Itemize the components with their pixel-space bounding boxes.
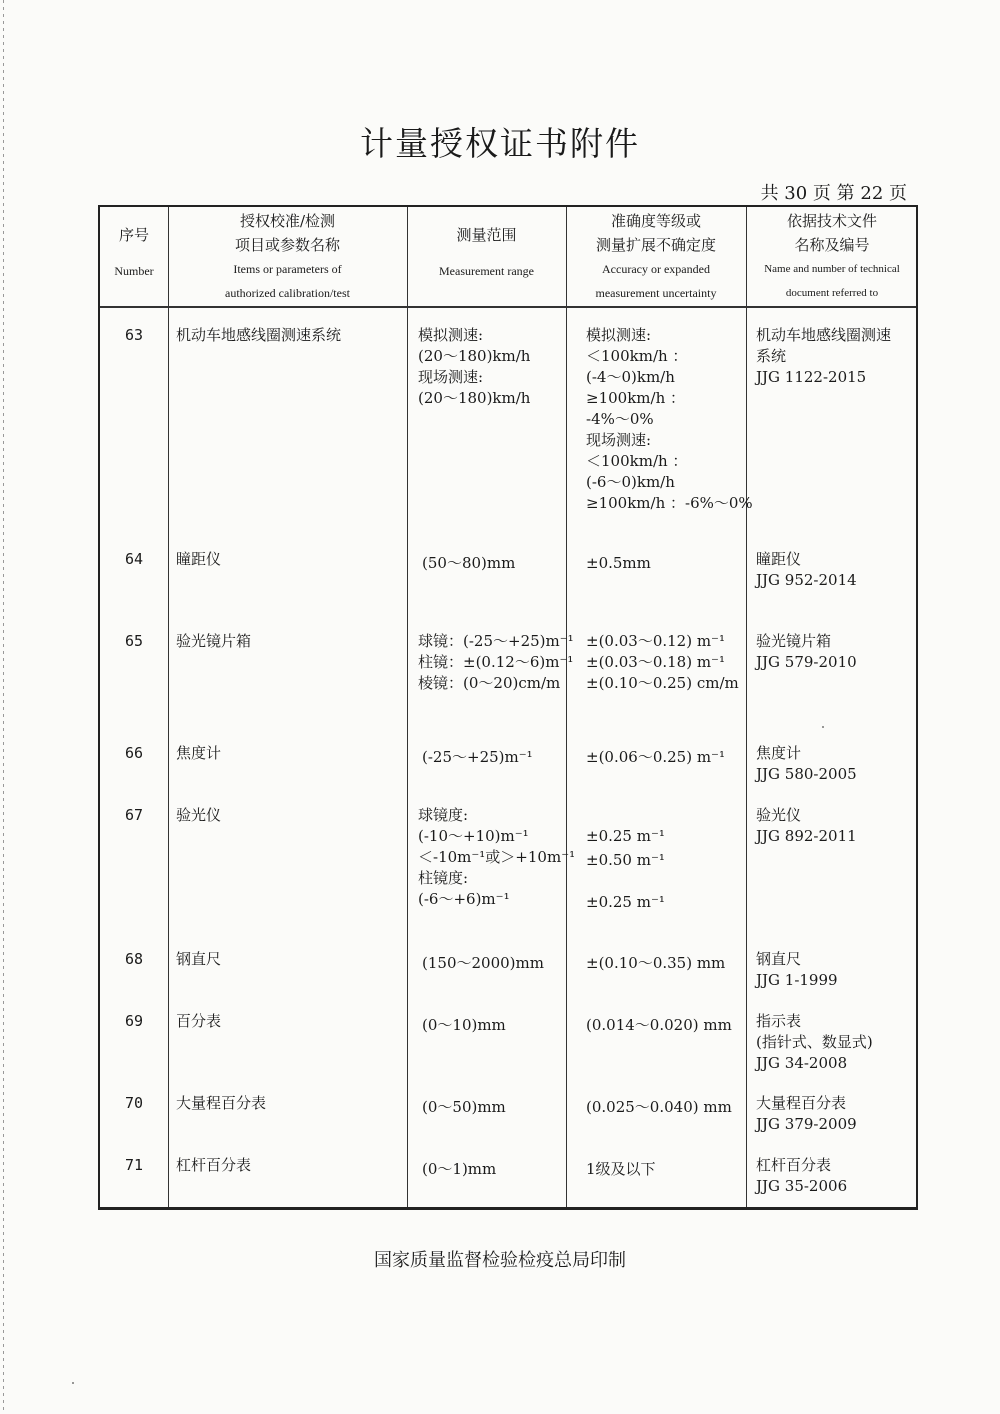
header-accuracy <box>566 207 746 306</box>
header-divider <box>100 306 916 308</box>
row-item-name: 钢直尺 <box>176 950 222 968</box>
row-document-line: 大量程百分表 <box>756 1094 847 1112</box>
row-range-line: (-10～+10)m⁻¹ <box>418 827 529 845</box>
header-item <box>168 207 407 306</box>
row-number: 63 <box>124 326 144 344</box>
authorization-table <box>98 205 918 1210</box>
header-accuracy-zh2: 测量扩展不确定度 <box>595 236 716 254</box>
header-document-zh1: 依据技术文件 <box>786 212 877 230</box>
row-item-name: 杠杆百分表 <box>176 1156 252 1174</box>
row-accuracy-line: 现场测速: <box>586 431 652 449</box>
row-range-line: 现场测速: <box>418 368 484 386</box>
row-accuracy-line: ≥100km/h ：-6%～0% <box>586 494 753 512</box>
row-accuracy-line: ±0.50 m⁻¹ <box>586 851 665 869</box>
header-item-zh1: 授权校准/检测 <box>239 212 336 230</box>
row-item-name: 百分表 <box>176 1012 222 1030</box>
row-range-line: 球镜度: <box>418 806 469 824</box>
row-range-line: 柱镜：±(0.12～6)m⁻¹ <box>418 653 574 671</box>
row-range-line: 柱镜度: <box>418 869 469 887</box>
row-range-line: (-25～+25)m⁻¹ <box>422 748 533 766</box>
row-range-line: (0～50)mm <box>422 1098 506 1116</box>
row-accuracy-line: ＜100km/h ： <box>586 347 688 365</box>
row-document-line: 系统 <box>756 347 787 365</box>
row-accuracy-line: (0.014～0.020) mm <box>586 1016 732 1034</box>
row-document-line: 验光仪 <box>756 806 802 824</box>
row-item-name: 验光仪 <box>176 806 222 824</box>
header-range-en: Measurement range <box>439 264 534 278</box>
row-accuracy-line: ±0.25 m⁻¹ <box>586 827 665 845</box>
row-range-line: (0～10)mm <box>422 1016 506 1034</box>
row-item-name: 大量程百分表 <box>176 1094 267 1112</box>
row-document-line: 验光镜片箱 <box>756 632 832 650</box>
row-accuracy-line: -4%～0% <box>586 410 654 428</box>
header-document-en1: Name and number of technical <box>764 263 900 275</box>
row-document-line: 瞳距仪 <box>756 550 802 568</box>
row-document-line: JJG 952-2014 <box>756 571 857 589</box>
row-accuracy-line: 1级及以下 <box>586 1160 656 1178</box>
row-document-line: 指示表 <box>756 1012 802 1030</box>
header-document-zh2: 名称及编号 <box>794 236 870 254</box>
page-number-info: 共 30 页 第 22 页 <box>760 183 907 204</box>
header-number-en: Number <box>114 264 154 278</box>
row-range-line: (20～180)km/h <box>418 389 531 407</box>
header-item-en2: authorized calibration/test <box>225 286 350 300</box>
row-range-line: (150～2000)mm <box>422 954 544 972</box>
header-range-zh: 测量范围 <box>456 226 517 244</box>
row-number: 69 <box>124 1012 144 1030</box>
scan-speck <box>822 726 824 728</box>
header-item-en1: Items or parameters of <box>233 262 342 276</box>
row-range-line: 球镜：(-25～+25)m⁻¹ <box>418 632 574 650</box>
row-range-line: (50～80)mm <box>422 554 516 572</box>
row-range-line: 模拟测速: <box>418 326 484 344</box>
header-number <box>100 207 168 306</box>
row-range-line: (0～1)mm <box>422 1160 497 1178</box>
row-accuracy-line: ±0.25 m⁻¹ <box>586 893 665 911</box>
row-document-line: JJG 892-2011 <box>756 827 857 845</box>
row-accuracy-line: ±(0.10～0.35) mm <box>586 954 726 972</box>
header-range <box>407 207 566 306</box>
printer-footer: 国家质量监督检验检疫总局印制 <box>374 1250 626 1271</box>
column-divider <box>566 207 567 1207</box>
row-document-line: JJG 1122-2015 <box>756 368 867 386</box>
row-accuracy-line: ＜100km/h ： <box>586 452 688 470</box>
header-document-en2: document referred to <box>785 287 879 299</box>
row-number: 68 <box>124 950 144 968</box>
row-item-name: 焦度计 <box>176 744 222 762</box>
row-item-name: 验光镜片箱 <box>176 632 252 650</box>
row-number: 67 <box>124 806 144 824</box>
row-accuracy-line: (-4～0)km/h <box>586 368 675 386</box>
row-document-line: 焦度计 <box>756 744 802 762</box>
row-range-line: (-6～+6)m⁻¹ <box>418 890 510 908</box>
row-document-line: JJG 579-2010 <box>756 653 857 671</box>
row-document-line: JJG 34-2008 <box>756 1054 848 1072</box>
row-document-line: 钢直尺 <box>756 950 802 968</box>
row-number: 65 <box>124 632 144 650</box>
page-title: 计量授权证书附件 <box>360 124 640 163</box>
column-divider <box>746 207 747 1207</box>
header-accuracy-en1: Accuracy or expanded <box>602 262 710 276</box>
row-accuracy-line: ±(0.10～0.25) cm/m <box>586 674 739 692</box>
row-accuracy-line: (0.025～0.040) mm <box>586 1098 732 1116</box>
row-document-line: JJG 35-2006 <box>756 1177 848 1195</box>
row-accuracy-line: ±(0.03～0.18) m⁻¹ <box>586 653 725 671</box>
column-divider <box>407 207 408 1207</box>
row-range-line: (20～180)km/h <box>418 347 531 365</box>
row-item-name: 机动车地感线圈测速系统 <box>176 326 342 344</box>
scan-edge <box>3 0 4 1414</box>
row-number: 71 <box>124 1156 144 1174</box>
row-accuracy-line: ±(0.06～0.25) m⁻¹ <box>586 748 725 766</box>
row-accuracy-line: ±(0.03～0.12) m⁻¹ <box>586 632 725 650</box>
header-number-zh: 序号 <box>118 226 149 244</box>
row-document-line: JJG 1-1999 <box>756 971 838 989</box>
scan-speck <box>72 1382 74 1384</box>
header-document <box>746 207 918 306</box>
row-document-line: JJG 379-2009 <box>756 1115 857 1133</box>
header-item-zh2: 项目或参数名称 <box>234 236 340 254</box>
row-item-name: 瞳距仪 <box>176 550 222 568</box>
header-accuracy-en2: measurement uncertainty <box>595 286 717 300</box>
row-document-line: 机动车地感线圈测速 <box>756 326 892 344</box>
row-accuracy-line: (-6～0)km/h <box>586 473 675 491</box>
row-range-line: ＜-10m⁻¹或＞+10m⁻¹ <box>418 848 576 866</box>
column-divider <box>168 207 169 1207</box>
row-number: 64 <box>124 550 144 568</box>
row-accuracy-line: 模拟测速: <box>586 326 652 344</box>
row-range-line: 棱镜：(0～20)cm/m <box>418 674 561 692</box>
row-document-line: 杠杆百分表 <box>756 1156 832 1174</box>
row-number: 66 <box>124 744 144 762</box>
row-accuracy-line: ±0.5mm <box>586 554 651 572</box>
row-document-line: (指针式、数显式) <box>756 1033 873 1051</box>
header-accuracy-zh1: 准确度等级或 <box>610 212 701 230</box>
row-accuracy-line: ≥100km/h ： <box>586 389 685 407</box>
row-number: 70 <box>124 1094 144 1112</box>
row-document-line: JJG 580-2005 <box>756 765 857 783</box>
